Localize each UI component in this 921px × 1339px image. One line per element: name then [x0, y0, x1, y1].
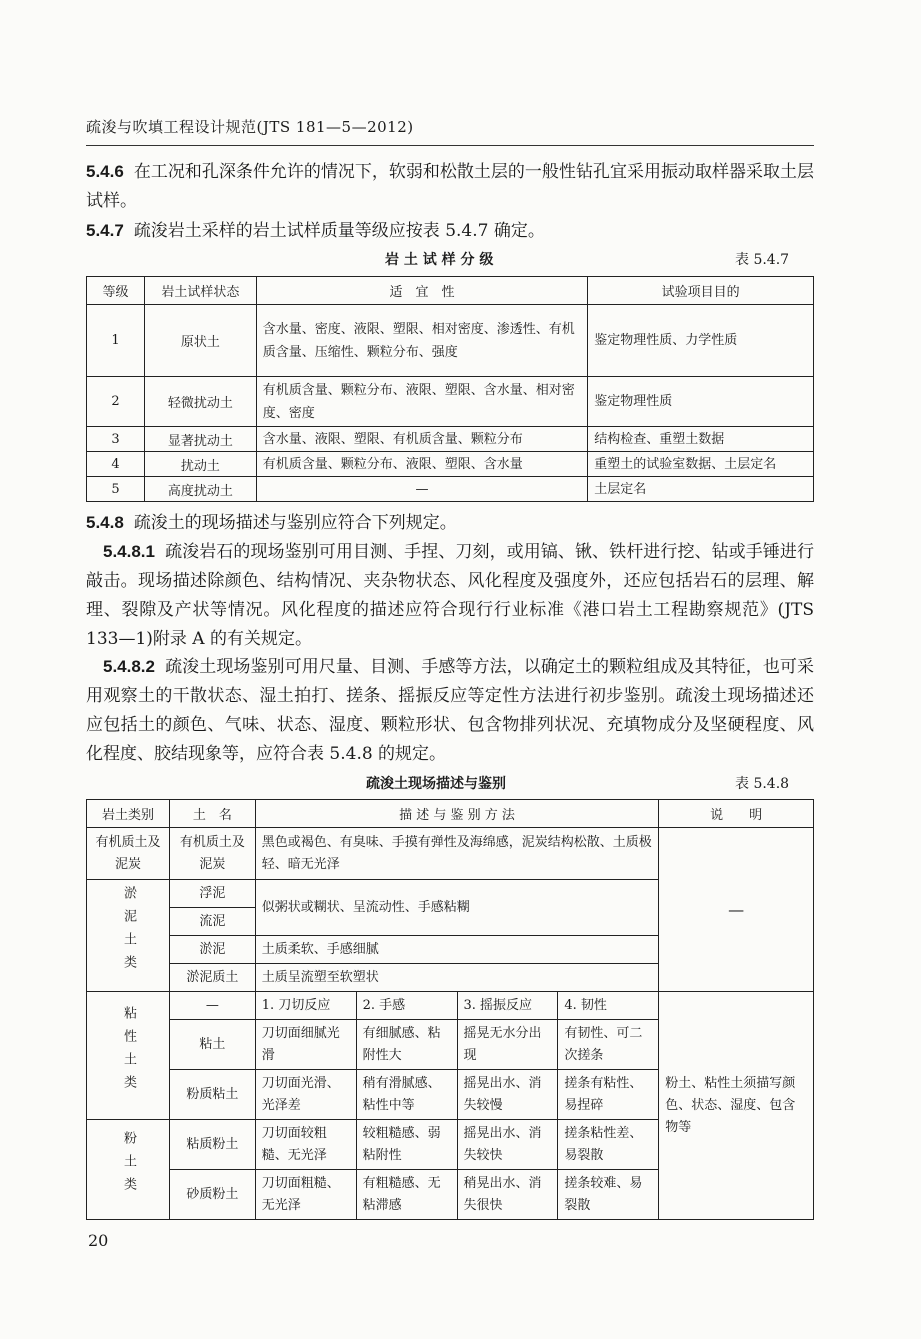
sample-grade-table — [86, 276, 814, 502]
clause-number: 5.4.7 — [86, 221, 124, 240]
method-cell: 搓条有粘性、易捏碎 — [558, 1070, 659, 1120]
category-cell: 有机质土及泥炭 — [87, 828, 170, 880]
table-header-row — [87, 800, 814, 828]
table-row — [87, 477, 814, 502]
clause-number: 5.4.8.1 — [103, 542, 155, 561]
description-cell: 似粥状或糊状、呈流动性、手感粘糊 — [255, 880, 658, 936]
method-cell: 搓条粘性差、易裂散 — [558, 1120, 659, 1170]
header-divider — [86, 145, 814, 146]
table-row — [87, 305, 814, 377]
clause-5-4-6 — [86, 157, 814, 216]
soil-description-table — [86, 799, 814, 1220]
clause-5-4-8-1 — [86, 537, 814, 654]
note-cell: 粉土、粘性土须描写颜色、状态、湿度、包含物等 — [659, 992, 814, 1220]
soil-name-cell: 粘土 — [169, 1020, 255, 1070]
method-cell: 搓条较难、易裂散 — [558, 1170, 659, 1220]
clause-5-4-8-2 — [86, 652, 814, 769]
suitability-cell: 含水量、液限、塑限、有机质含量、颗粒分布 — [256, 427, 588, 452]
table-row — [87, 452, 814, 477]
soil-name-cell: 浮泥 — [169, 880, 255, 908]
header-cell: 等级 — [87, 277, 145, 305]
suitability-cell: 含水量、密度、液限、塑限、相对密度、渗透性、有机质含量、压缩性、颗粒分布、强度 — [256, 305, 588, 377]
grade-cell: 4 — [87, 452, 145, 477]
grade-cell: 1 — [87, 305, 145, 377]
clause-number: 5.4.8 — [86, 513, 124, 532]
clause-number: 5.4.6 — [86, 162, 124, 181]
category-cell — [87, 1120, 170, 1220]
method-cell: 有粗糙感、无粘滞感 — [356, 1170, 457, 1220]
grade-cell: 5 — [87, 477, 145, 502]
method-cell: 刀切面光滑、光泽差 — [255, 1070, 356, 1120]
clause-5-4-7 — [86, 216, 814, 246]
method-header-cell: 4. 韧性 — [558, 992, 659, 1020]
state-cell: 扰动土 — [144, 452, 256, 477]
clause-text: 疏浚岩土采样的岩土试样质量等级应按表 5.4.7 确定。 — [133, 221, 545, 241]
method-cell: 较粗糙感、弱粘附性 — [356, 1120, 457, 1170]
running-header: 疏浚与吹填工程设计规范(JTS 181—5—2012) — [86, 118, 414, 136]
method-header-cell: 3. 摇振反应 — [457, 992, 558, 1020]
soil-name-cell: 淤泥 — [169, 936, 255, 964]
header-cell: 土 名 — [169, 800, 255, 828]
suitability-cell: — — [256, 477, 588, 502]
category-label: 粉土类 — [120, 1131, 136, 1200]
method-cell: 摇晃无水分出现 — [457, 1020, 558, 1070]
clause-text: 疏浚土现场鉴别可用尺量、目测、手感等方法，以确定土的颗粒组成及其特征，也可采用观察土的干散状态、湿土拍打、搓条、摇振反应等定性方法进行初步鉴别。疏浚土现场描述还应包括土的颜色、气味、状态、湿度、颗粒形状、包含物排列状况、充填物成分及坚硬程度、风化程度、胶结现象等，应符合表 5.4.8 的规定。 — [86, 657, 814, 764]
description-cell: 黑色或褐色、有臭味、手摸有弹性及海绵感，泥炭结构松散、土质极轻、暗无光泽 — [255, 828, 658, 880]
table-row — [87, 427, 814, 452]
method-cell: 刀切面细腻光滑 — [255, 1020, 356, 1070]
method-cell: 刀切面粗糙、无光泽 — [255, 1170, 356, 1220]
table-number: 表 5.4.7 — [735, 252, 790, 268]
soil-name-cell: 有机质土及泥炭 — [169, 828, 255, 880]
soil-name-cell: 砂质粉土 — [169, 1170, 255, 1220]
note-cell: — — [659, 828, 814, 992]
description-cell: 土质呈流塑至软塑状 — [255, 964, 658, 992]
purpose-cell: 鉴定物理性质 — [588, 377, 814, 427]
soil-name-cell: 粉质粘土 — [169, 1070, 255, 1120]
state-cell: 显著扰动土 — [144, 427, 256, 452]
category-cell — [87, 880, 170, 992]
header-cell: 适 宜 性 — [256, 277, 588, 305]
method-cell: 稍有滑腻感、粘性中等 — [356, 1070, 457, 1120]
header-cell: 岩土类别 — [87, 800, 170, 828]
grade-cell: 2 — [87, 377, 145, 427]
page-number: 20 — [88, 1231, 109, 1250]
soil-name-cell: — — [169, 992, 255, 1020]
clause-text: 在工况和孔深条件允许的情况下，软弱和松散土层的一般性钻孔宜采用振动取样器采取土层试样。 — [86, 162, 814, 211]
method-cell: 摇晃出水、消失较快 — [457, 1120, 558, 1170]
table-row — [87, 828, 814, 880]
table-header-row — [87, 277, 814, 305]
soil-name-cell: 粘质粉土 — [169, 1120, 255, 1170]
table-caption: 疏浚土现场描述与鉴别 — [366, 776, 506, 792]
description-cell: 土质柔软、手感细腻 — [255, 936, 658, 964]
suitability-cell: 有机质含量、颗粒分布、液限、塑限、含水量、相对密度、密度 — [256, 377, 588, 427]
table-caption: 岩 土 试 样 分 级 — [385, 252, 494, 268]
header-cell: 描 述 与 鉴 别 方 法 — [255, 800, 658, 828]
purpose-cell: 结构检查、重塑土数据 — [588, 427, 814, 452]
grade-cell: 3 — [87, 427, 145, 452]
method-header-cell: 2. 手感 — [356, 992, 457, 1020]
soil-name-cell: 流泥 — [169, 908, 255, 936]
method-cell: 有韧性、可二次搓条 — [558, 1020, 659, 1070]
header-cell: 说 明 — [659, 800, 814, 828]
purpose-cell: 重塑土的试验室数据、土层定名 — [588, 452, 814, 477]
method-cell: 有细腻感、粘附性大 — [356, 1020, 457, 1070]
category-label: 淤泥土类 — [120, 885, 136, 978]
soil-name-cell: 淤泥质土 — [169, 964, 255, 992]
header-cell: 岩土试样状态 — [144, 277, 256, 305]
category-label: 粘性土类 — [120, 1005, 136, 1098]
clause-text: 疏浚岩石的现场鉴别可用目测、手捏、刀刻，或用镐、锹、铁杆进行挖、钻或手锤进行敲击。现场描述除颜色、结构情况、夹杂物状态、风化程度及强度外，还应包括岩石的层理、解理、裂隙及产状等情况。风化程度的描述应符合现行行业标准《港口岩土工程勘察规范》(JTS 133—1)附录 A 的有关规定。 — [86, 542, 814, 649]
suitability-cell: 有机质含量、颗粒分布、液限、塑限、含水量 — [256, 452, 588, 477]
method-cell: 稍晃出水、消失很快 — [457, 1170, 558, 1220]
header-cell: 试验项目目的 — [588, 277, 814, 305]
state-cell: 高度扰动土 — [144, 477, 256, 502]
method-header-cell: 1. 刀切反应 — [255, 992, 356, 1020]
state-cell: 轻微扰动土 — [144, 377, 256, 427]
clause-number: 5.4.8.2 — [103, 657, 155, 676]
table-row — [87, 377, 814, 427]
method-cell: 刀切面较粗糙、无光泽 — [255, 1120, 356, 1170]
state-cell: 原状土 — [144, 305, 256, 377]
clause-text: 疏浚土的现场描述与鉴别应符合下列规定。 — [133, 513, 457, 533]
purpose-cell: 鉴定物理性质、力学性质 — [588, 305, 814, 377]
category-cell — [87, 992, 170, 1120]
table-subheader-row — [87, 992, 814, 1020]
table-number: 表 5.4.8 — [735, 776, 790, 792]
purpose-cell: 土层定名 — [588, 477, 814, 502]
clause-5-4-8 — [86, 508, 814, 538]
method-cell: 摇晃出水、消失较慢 — [457, 1070, 558, 1120]
